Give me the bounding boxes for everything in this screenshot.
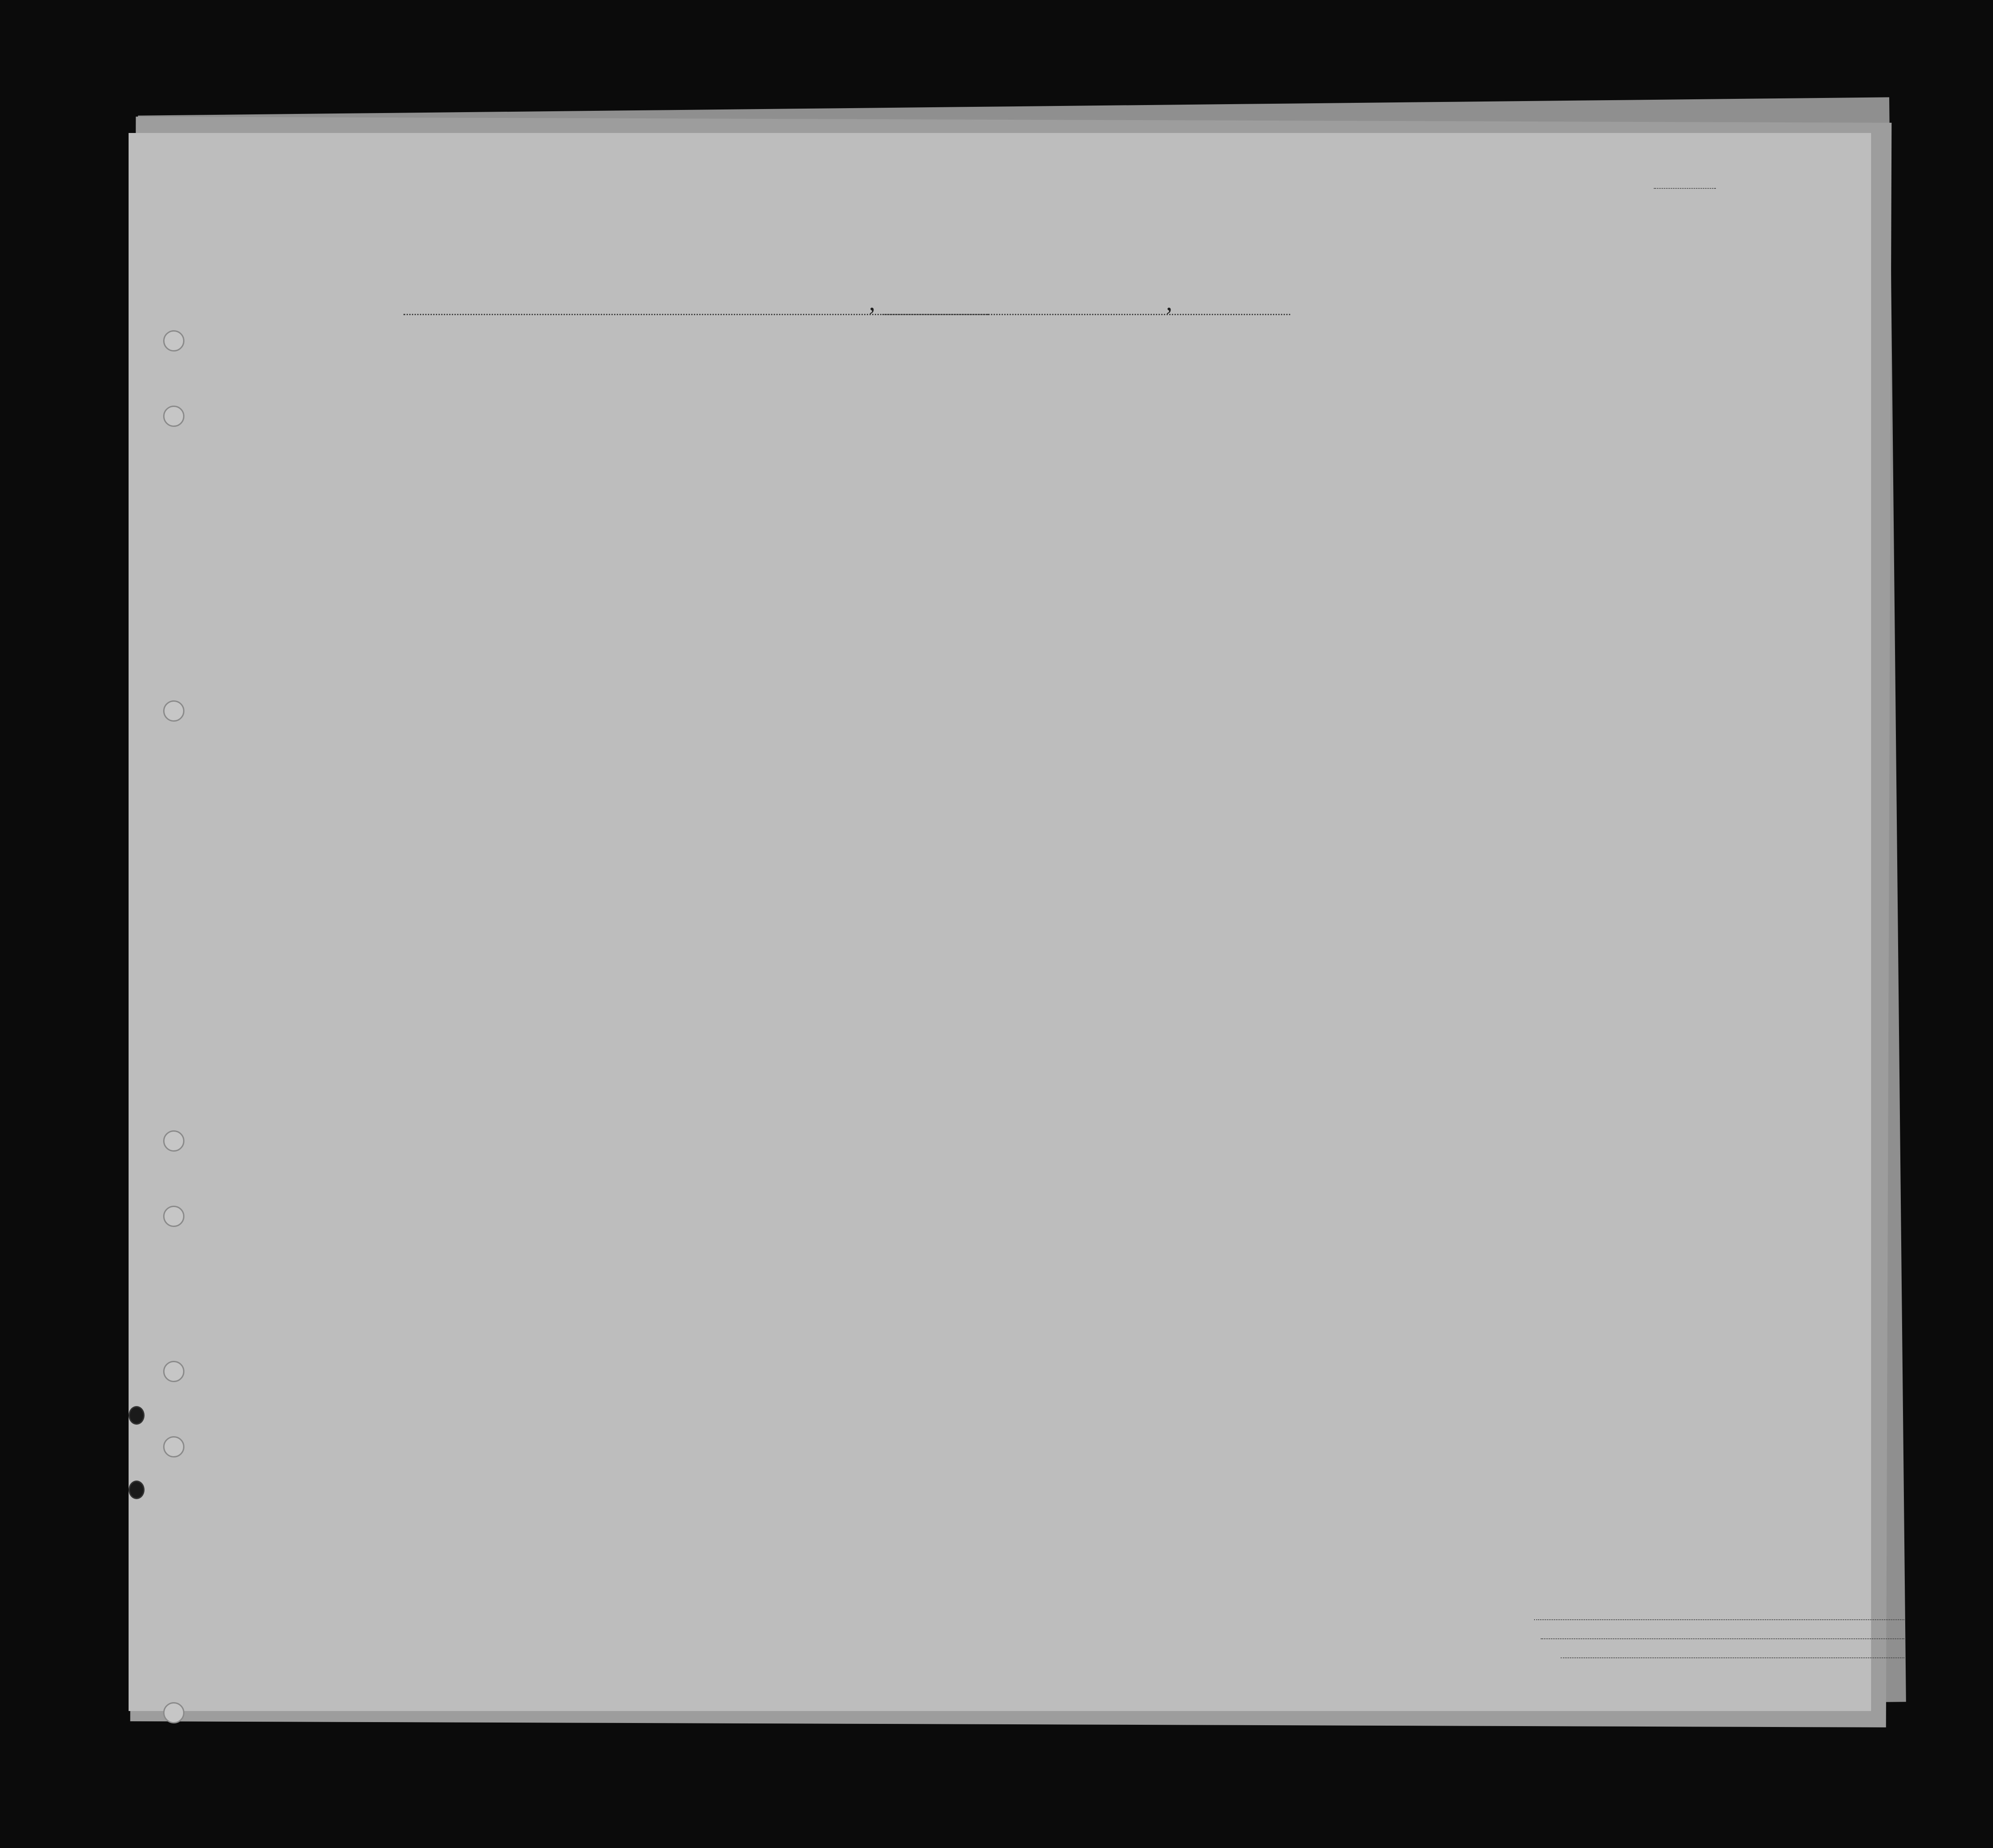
punch-hole: [163, 1436, 184, 1457]
line-field: [1534, 1619, 1904, 1620]
punch-hole: [163, 406, 184, 427]
punch-hole: [129, 1481, 145, 1499]
punch-hole: [129, 1406, 145, 1425]
agents-field: [1561, 1657, 1904, 1658]
list-label: [1654, 168, 1716, 194]
punch-hole: [163, 1702, 184, 1723]
comma: ,: [869, 289, 875, 316]
date-dotted-line: [882, 314, 1290, 315]
punch-hole: [163, 1361, 184, 1382]
owners-field: [1541, 1638, 1904, 1639]
manifest-sheet: [129, 133, 1871, 1711]
punch-hole: [163, 1130, 184, 1152]
punch-hole: [163, 700, 184, 722]
comma: ,: [1166, 289, 1172, 316]
punch-hole: [163, 1206, 184, 1227]
punch-hole: [163, 330, 184, 352]
